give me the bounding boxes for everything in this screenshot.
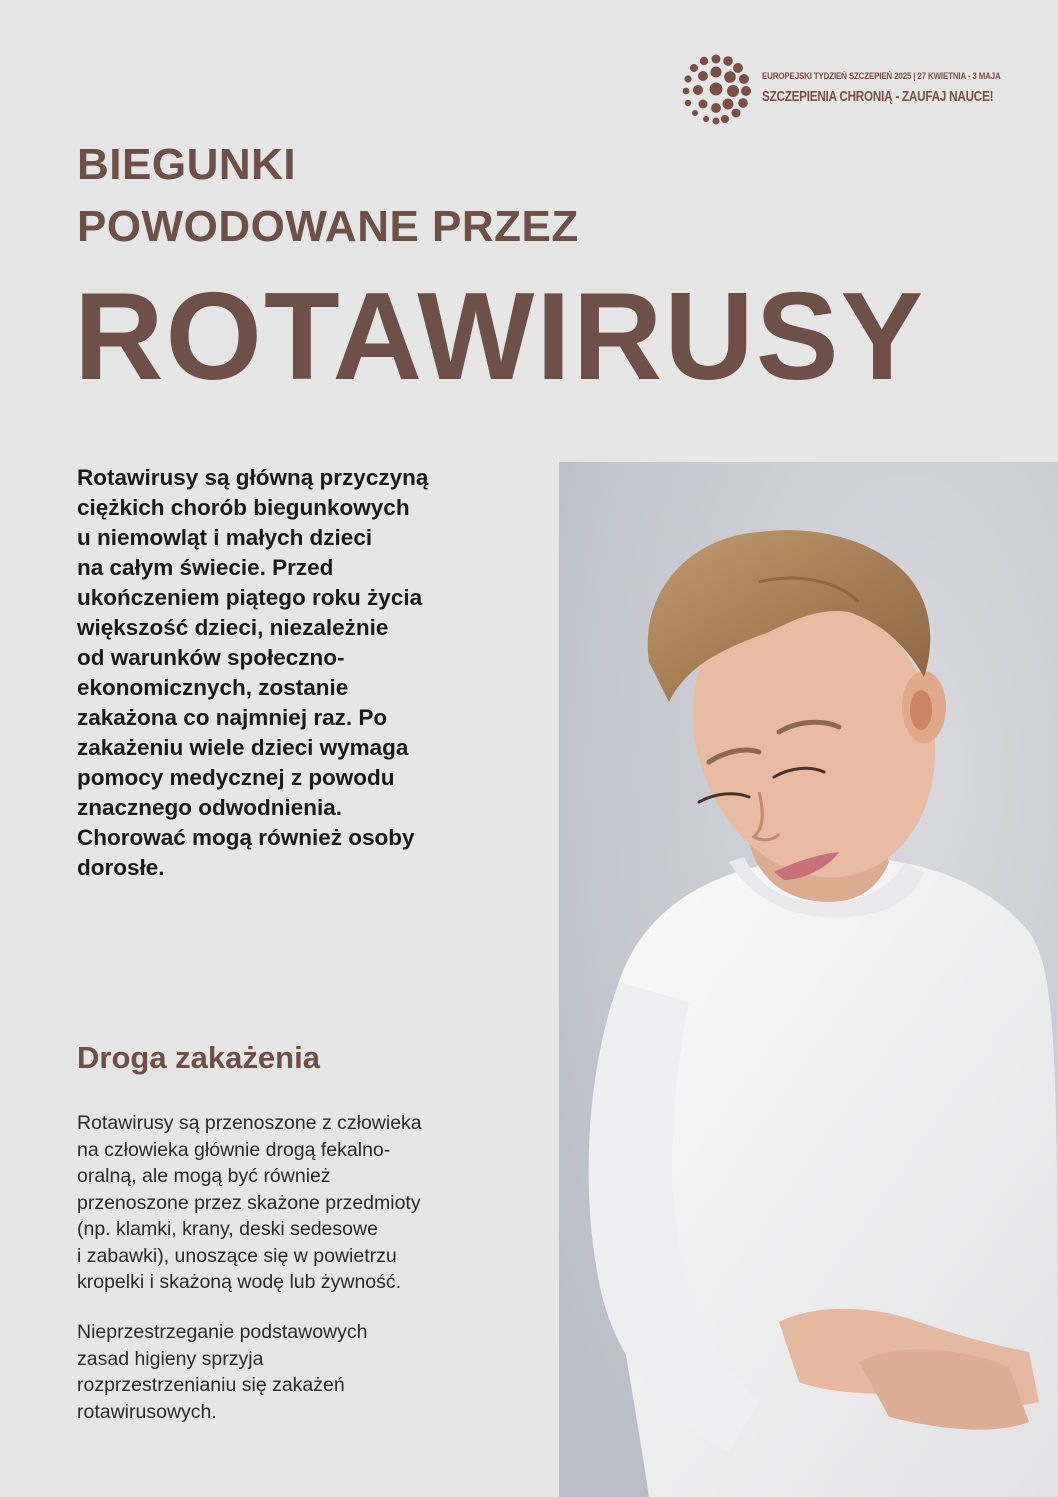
page-title: ROTAWIRUSY — [74, 268, 926, 406]
hygiene-paragraph: Nieprzestrzeganie podstawowych zasad higieny sprzyja rozprzestrzenianiu się zakażeń rotawirusowych. — [77, 1321, 368, 1423]
campaign-dates: EUROPEJSKI TYDZIEŃ SZCZEPIEŃ 2025 | 27 KWIETNIA - 3 MAJA — [762, 71, 1001, 82]
campaign-logo — [676, 50, 1006, 128]
dotted-circle-icon — [676, 50, 756, 128]
title-line-1: BIEGUNKI — [77, 140, 297, 189]
transmission-paragraph: Rotawirusy są przenoszone z człowieka na człowieka głównie drogą fekalno- oralną, ale mogą być również przenoszone przez skażone przedmioty (np. klamki, krany, deski sedesowe i zabawki), unoszące się w powietrzu kropelki i skażoną wodę lub żywność. — [77, 1112, 422, 1293]
section-heading: Droga zakażenia — [77, 1040, 320, 1075]
campaign-slogan: SZCZEPIENIA CHRONIĄ - ZAUFAJ NAUCE! — [762, 88, 994, 105]
child-stomach-ache-photo — [559, 462, 1058, 1497]
title-line-2: POWODOWANE PRZEZ — [77, 202, 579, 251]
intro-paragraph: Rotawirusy są główną przyczyną ciężkich chorób biegunkowych u niemowląt i małych dzieci na całym świecie. Przed ukończeniem piątego roku życia większość dzieci, niezależnie od warunków społeczno- ekonomicznych, zostanie zakażona co najmniej raz. Po zakażeniu wiele dzieci wymaga pomocy medycznej z powodu znacznego odwodnienia. Chorować mogą również osoby dorosłe. — [77, 465, 429, 880]
